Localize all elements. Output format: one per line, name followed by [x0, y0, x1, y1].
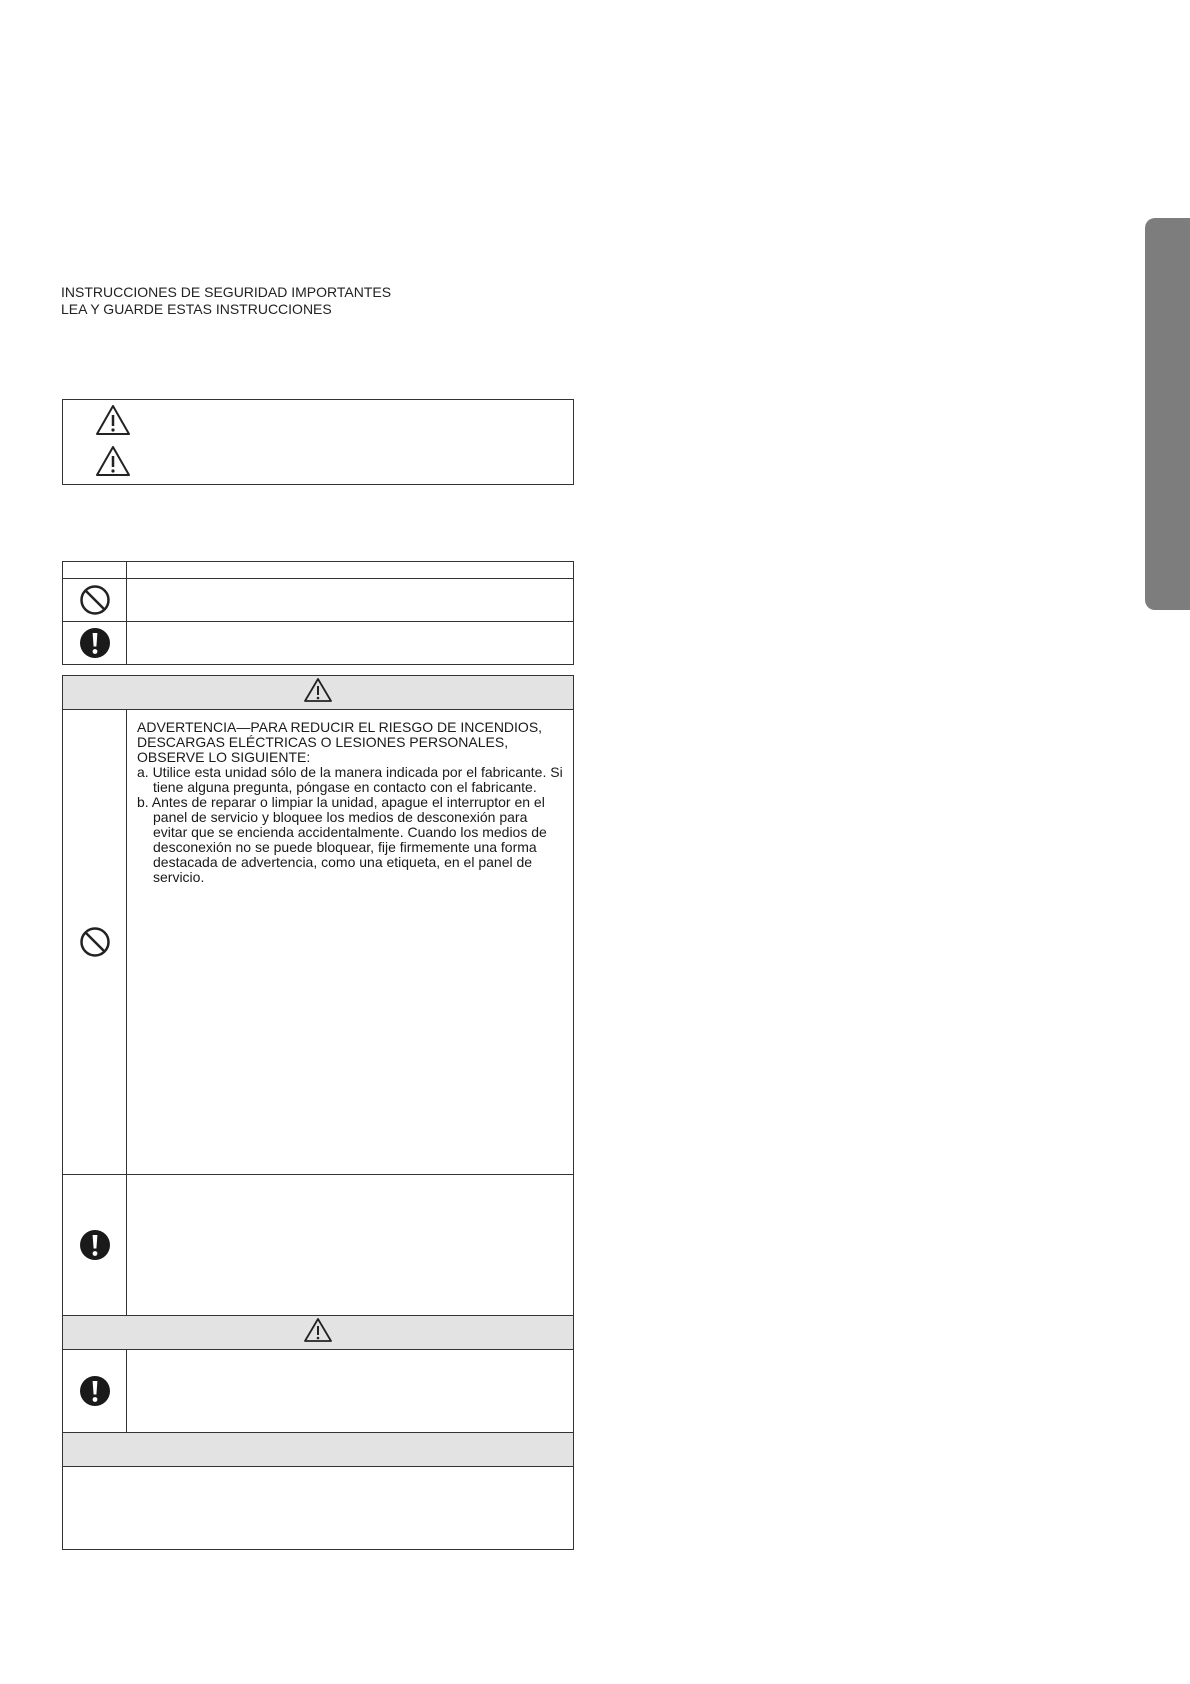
warning-triangle-icon: [303, 677, 333, 703]
safety-warnings-table: [62, 675, 574, 1550]
hazard-legend-box: [62, 399, 574, 485]
table-row: [63, 1433, 574, 1467]
table-row: [63, 710, 574, 1175]
heading-line-1: INSTRUCCIONES DE SEGURIDAD IMPORTANTES: [61, 284, 392, 300]
page-heading: [61, 284, 391, 318]
exclamation-icon: [63, 627, 126, 659]
table-row: [63, 1316, 574, 1350]
warning-text-block: [137, 720, 565, 885]
prohibited-icon: [63, 584, 126, 616]
prohibited-icon: [63, 926, 126, 958]
warning-triangle-icon: [303, 1317, 333, 1343]
warning-header: [63, 676, 574, 710]
caution-header: [63, 1316, 574, 1350]
warning-item-b: b. Antes de reparar o limpiar la unidad, apague el interruptor en el panel de servicio y bloquee los medios de desconexión para evitar que se encienda accidentalmente. Cuando los medios de desconexión no se puede bloquear, fije firmemente una forma destacada de advertencia, como una etiqueta, en el panel de servicio.: [137, 794, 547, 885]
table-row: [63, 676, 574, 710]
warning-item-a: a. Utilice esta unidad sólo de la manera indicada por el fabricante. Si tiene alguna pregunta, póngase en contacto con el fabricante.: [137, 764, 563, 795]
table-row: [63, 562, 574, 579]
table-row: [63, 1175, 574, 1316]
section-side-tab: [1145, 218, 1190, 610]
warning-triangle-icon: [95, 445, 131, 477]
heading-line-2: LEA Y GUARDE ESTAS INSTRUCCIONES: [61, 301, 332, 317]
exclamation-icon: [63, 1375, 126, 1407]
table-row: [63, 622, 574, 665]
notice-header: [63, 1433, 574, 1467]
table-row: [63, 1350, 574, 1433]
table-row: [63, 579, 574, 622]
warning-triangle-icon: [95, 404, 131, 436]
symbol-legend-table: [62, 561, 574, 665]
table-row: [63, 1467, 574, 1550]
exclamation-icon: [63, 1229, 126, 1261]
warning-title: ADVERTENCIA—PARA REDUCIR EL RIESGO DE INCENDIOS, DESCARGAS ELÉCTRICAS O LESIONES PERSONALES, OBSERVE LO SIGUIENTE:: [137, 719, 543, 765]
